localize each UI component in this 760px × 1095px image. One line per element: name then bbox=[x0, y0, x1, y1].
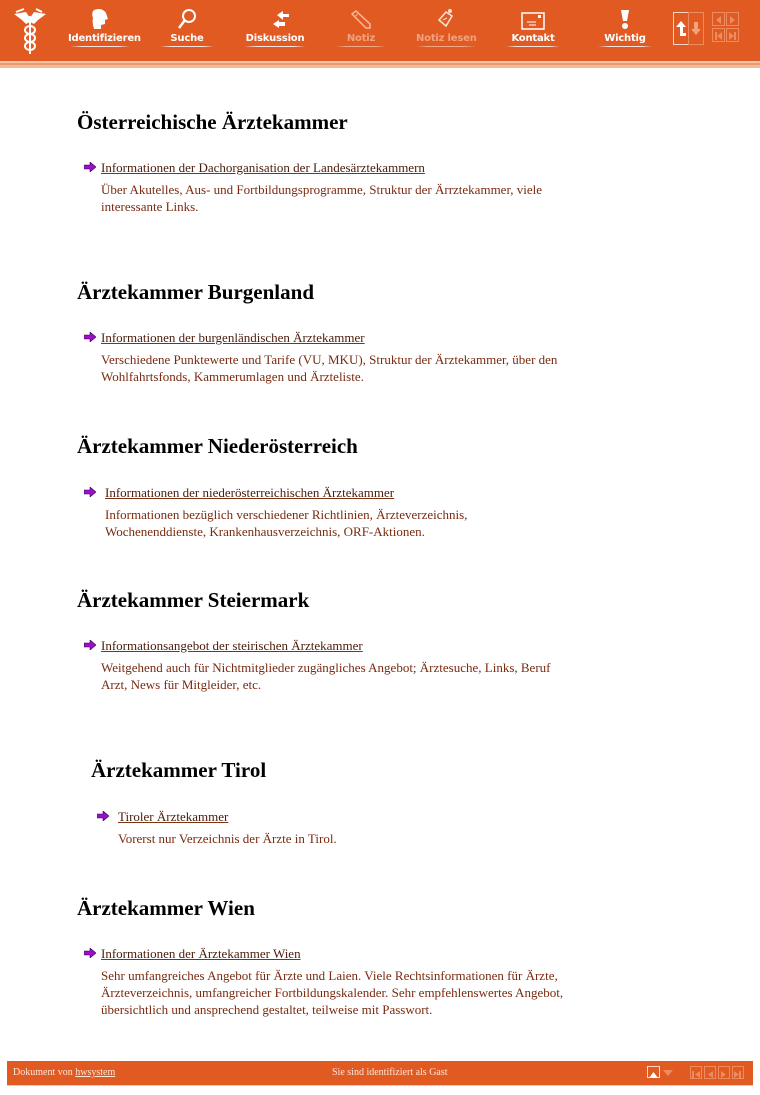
section-title: Ärztekammer Steiermark bbox=[77, 588, 310, 612]
description: Sehr umfangreiches Angebot für Ärzte und Laien. Viele Rechtsinformationen für Ärzte, Ärzteverzeichnis, umfangreicher Fortbildungskalender. Sehr empfehlenswertes Angebot, übersichtlich und ansprechend gestaltet, teilweise mit Passwort. bbox=[101, 968, 564, 1017]
triangle-left-icon bbox=[705, 1069, 715, 1080]
arrow-bullet-icon bbox=[84, 162, 96, 172]
triangle-down-icon bbox=[662, 1067, 674, 1079]
footer-last-button[interactable] bbox=[732, 1066, 744, 1079]
arrow-bullet-icon bbox=[84, 640, 96, 650]
author-link[interactable]: hwsystem bbox=[75, 1067, 116, 1078]
section-steiermark bbox=[77, 588, 309, 613]
section-title: Ärztekammer Burgenland bbox=[77, 280, 314, 304]
first-page-icon bbox=[691, 1069, 701, 1080]
description: Informationen bezüglich verschiedener Richtlinien, Ärzteverzeichnis, Wochenenddienste, Krankenhausverzeichnis, ORF-Aktionen. bbox=[105, 507, 468, 539]
first-button[interactable] bbox=[712, 28, 725, 42]
link-steiermark[interactable]: Informationsangebot der steirischen Ärztekammer bbox=[101, 638, 363, 653]
prev-button[interactable] bbox=[712, 12, 725, 26]
underline bbox=[70, 46, 130, 47]
last-page-icon bbox=[733, 1069, 743, 1080]
arrow-down-icon bbox=[689, 13, 703, 44]
triangle-right-icon bbox=[719, 1069, 729, 1080]
link-burgenland[interactable]: Informationen der burgenländischen Ärztekammer bbox=[101, 330, 365, 345]
link-wien[interactable]: Informationen der Ärztekammer Wien bbox=[101, 946, 301, 961]
toolbar-suche[interactable]: Suche bbox=[160, 6, 214, 52]
section-oesterreich bbox=[77, 110, 348, 135]
footer-scroll-up-button[interactable] bbox=[647, 1066, 660, 1078]
magnifier-icon bbox=[160, 6, 214, 30]
underline bbox=[598, 46, 652, 47]
section-title: Ärztekammer Niederösterreich bbox=[77, 434, 358, 458]
section-niederoesterreich bbox=[77, 434, 358, 459]
arrows-exchange-icon bbox=[244, 6, 306, 30]
footer-scroll-down-button[interactable] bbox=[662, 1066, 674, 1078]
arrow-up-icon bbox=[674, 13, 688, 44]
toolbar-diskussion[interactable]: Diskussion bbox=[244, 6, 306, 52]
top-toolbar bbox=[0, 0, 760, 60]
triangle-left-icon bbox=[713, 14, 724, 26]
link-tirol[interactable]: Tiroler Ärztekammer bbox=[118, 809, 229, 824]
underline bbox=[160, 46, 214, 47]
section-burgenland bbox=[77, 280, 314, 305]
footer-next-button[interactable] bbox=[718, 1066, 730, 1079]
toolbar-kontakt[interactable]: Kontakt bbox=[506, 6, 560, 52]
first-page-icon bbox=[713, 30, 724, 42]
toolbar-identifizieren[interactable]: Identifizieren bbox=[68, 6, 132, 52]
page-nav-grid bbox=[712, 12, 740, 44]
footer-prev-button[interactable] bbox=[704, 1066, 716, 1079]
scroll-up-button[interactable] bbox=[673, 12, 689, 45]
toolbar-notiz[interactable]: Notiz bbox=[336, 6, 386, 52]
section-tirol bbox=[91, 758, 266, 783]
underline bbox=[416, 46, 476, 47]
next-button[interactable] bbox=[726, 12, 739, 26]
description: Über Akutelles, Aus- und Fortbildungsprogramme, Struktur der Ärrztekammer, viele interessante Links. bbox=[101, 182, 543, 214]
triangle-right-icon bbox=[727, 14, 738, 26]
last-button[interactable] bbox=[726, 28, 739, 42]
caduceus-logo-icon[interactable] bbox=[12, 6, 48, 54]
envelope-icon bbox=[506, 6, 560, 30]
login-status: Sie sind identifiziert als Gast bbox=[332, 1067, 448, 1078]
section-title: Ärztekammer Wien bbox=[77, 896, 255, 920]
section-wien bbox=[77, 896, 255, 921]
description: Weitgehend auch für Nichtmitglieder zugängliches Angebot; Ärztesuche, Links, Beruf Arzt, News für Mitgleider, etc. bbox=[101, 660, 551, 692]
pencil-icon bbox=[336, 6, 386, 30]
underline bbox=[244, 46, 306, 47]
footer-first-button[interactable] bbox=[690, 1066, 702, 1079]
arrow-bullet-icon bbox=[97, 811, 109, 821]
arrow-bullet-icon bbox=[84, 332, 96, 342]
arrow-bullet-icon bbox=[84, 948, 96, 958]
scroll-down-button[interactable] bbox=[688, 12, 704, 45]
underline bbox=[506, 46, 560, 47]
description: Verschiedene Punktewerte und Tarife (VU, MKU), Struktur der Ärztekammer, über den Wohlfahrtsfonds, Kammerumlagen und Ärzteliste. bbox=[101, 352, 558, 384]
section-title: Österreichische Ärztekammer bbox=[77, 110, 348, 134]
link-niederoesterreich[interactable]: Informationen der niederösterreichischen Ärztekammer bbox=[105, 485, 395, 500]
description: Vorerst nur Verzeichnis der Ärzte in Tirol. bbox=[118, 831, 337, 846]
footer-bar bbox=[7, 1061, 753, 1086]
toolbar-notiz-lesen[interactable]: Notiz lesen bbox=[416, 6, 476, 52]
triangle-up-icon bbox=[648, 1070, 659, 1080]
person-head-icon bbox=[68, 6, 132, 30]
toolbar-divider bbox=[0, 60, 760, 68]
exclamation-icon bbox=[598, 6, 652, 30]
note-tag-icon bbox=[416, 6, 476, 30]
last-page-icon bbox=[727, 30, 738, 42]
underline bbox=[336, 46, 386, 47]
link-oesterreich[interactable]: Informationen der Dachorganisation der Landesärztekammern bbox=[101, 160, 425, 175]
section-title: Ärztekammer Tirol bbox=[91, 758, 267, 782]
arrow-bullet-icon bbox=[84, 487, 96, 497]
toolbar-wichtig[interactable]: Wichtig bbox=[598, 6, 652, 52]
document-author: Dokument von hwsystem bbox=[13, 1067, 116, 1078]
